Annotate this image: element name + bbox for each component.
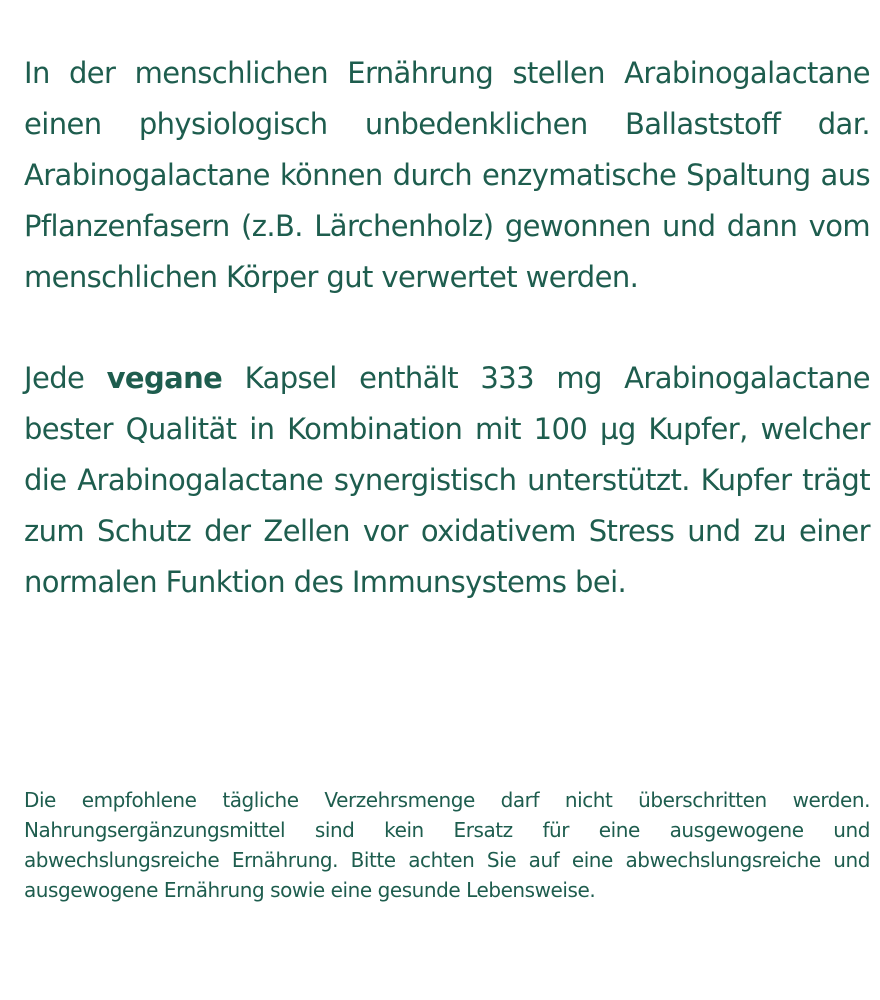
vegan-emphasis: vegane: [106, 361, 223, 395]
disclaimer-text: Die empfohlene tägliche Verzehrsmenge darf nicht überschritten werden. Nahrungsergänzungsmittel sind kein Ersatz für eine ausgewogene und abwechslungsreiche Ernährung. Bitte achten Sie auf eine abwechslungsreiche und ausgewogene Ernährung sowie eine gesunde Lebensweise.: [24, 788, 870, 902]
capsule-text-rest: Kapsel enthält 333 mg Arabinogalactane bester Qualität in Kombination mit 100 µg Kupfer, welcher die Arabinogalactane synergistisch unterstützt. Kupfer trägt zum Schutz der Zellen vor oxidativem Stress und zu einer normalen Funktion des Immunsystems bei.: [24, 361, 870, 599]
product-description: [24, 48, 870, 608]
capsule-text-prefix: Jede: [24, 361, 107, 395]
intro-paragraph: In der menschlichen Ernährung stellen Arabinogalactane einen physiologisch unbedenklichen Ballaststoff dar. Arabinogalactane können durch enzymatische Spaltung aus Pflanzenfasern (z.B. Lärchenholz) gewonnen und dann vom menschlichen Körper gut verwertet werden.: [24, 56, 870, 294]
capsule-paragraph: [24, 353, 870, 608]
